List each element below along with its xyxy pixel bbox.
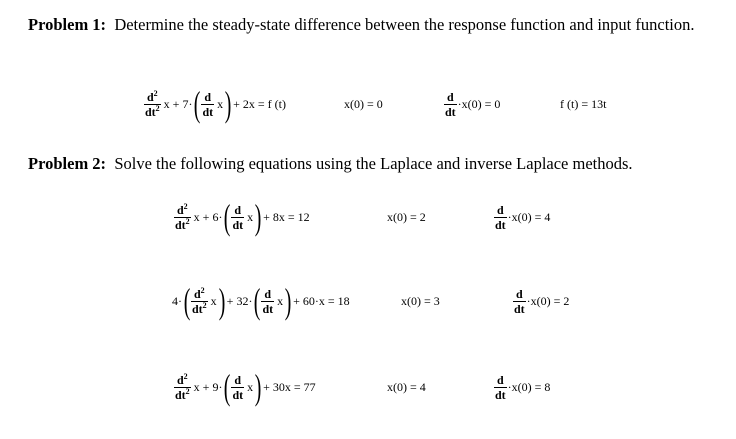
second-derivative-operator: $\frac{d^2}{dt^2}$ <box>175 201 190 232</box>
eq-c-initial-condition-2: $\frac{d}{dt}$ ·x(0) = 8 <box>495 372 551 402</box>
eq-term: + 2x = f (t) <box>233 96 286 111</box>
eq-a-initial-condition-2: $\frac{d}{dt}$ ·x(0) = 4 <box>495 202 551 232</box>
problem-2-label: Problem 2: <box>28 154 107 173</box>
second-derivative-operator: $\frac{d^2}{dt^2}$ <box>145 88 160 119</box>
problem-2-text: Solve the following equations using the Laplace and inverse Laplace methods. <box>114 154 633 173</box>
forcing-function: f (t) = 13t <box>560 96 607 111</box>
second-derivative-operator: $\frac{d^2}{dt^2}$ <box>175 371 190 402</box>
initial-condition-1: x(0) = 0 <box>344 96 383 111</box>
problem-1-text: Determine the steady-state difference between the response function and input function. <box>114 15 695 34</box>
eq-term: x <box>217 96 224 111</box>
first-derivative-operator: $\frac{d}{dt}$ <box>202 89 214 119</box>
eq-term: x + 7· <box>163 96 193 111</box>
eq-b-initial-condition-1: x(0) = 3 <box>401 293 440 308</box>
problem-2-statement <box>28 153 718 175</box>
initial-condition-2: $\frac{d}{dt}$ ·x(0) = 0 <box>445 89 501 119</box>
second-derivative-operator: $\frac{d^2}{dt^2}$ <box>192 285 207 316</box>
problem-1-statement <box>28 14 718 36</box>
problem-2-equation-c: $\frac{d^2}{dt^2}$ x + 9· ( $\frac{d}{dt}$ x ) + 30x = 77 <box>175 367 316 407</box>
problem-2-equation-b: 4· ( $\frac{d^2}{dt^2}$ x ) + 32· ( $\frac{d}{dt}$ x ) + 60·x = 18 <box>172 281 350 321</box>
eq-c-initial-condition-1: x(0) = 4 <box>387 379 426 394</box>
problem-2-equation-a: $\frac{d^2}{dt^2}$ x + 6· ( $\frac{d}{dt}$ x ) + 8x = 12 <box>175 197 310 237</box>
eq-b-initial-condition-2: $\frac{d}{dt}$ ·x(0) = 2 <box>514 286 570 316</box>
problem-1-label: Problem 1: <box>28 15 107 34</box>
problem-1-equation: $\frac{d^2}{dt^2}$ x + 7· ( $\frac{d}{dt}$ x ) + 2x = f (t) <box>145 84 286 124</box>
eq-a-initial-condition-1: x(0) = 2 <box>387 209 426 224</box>
